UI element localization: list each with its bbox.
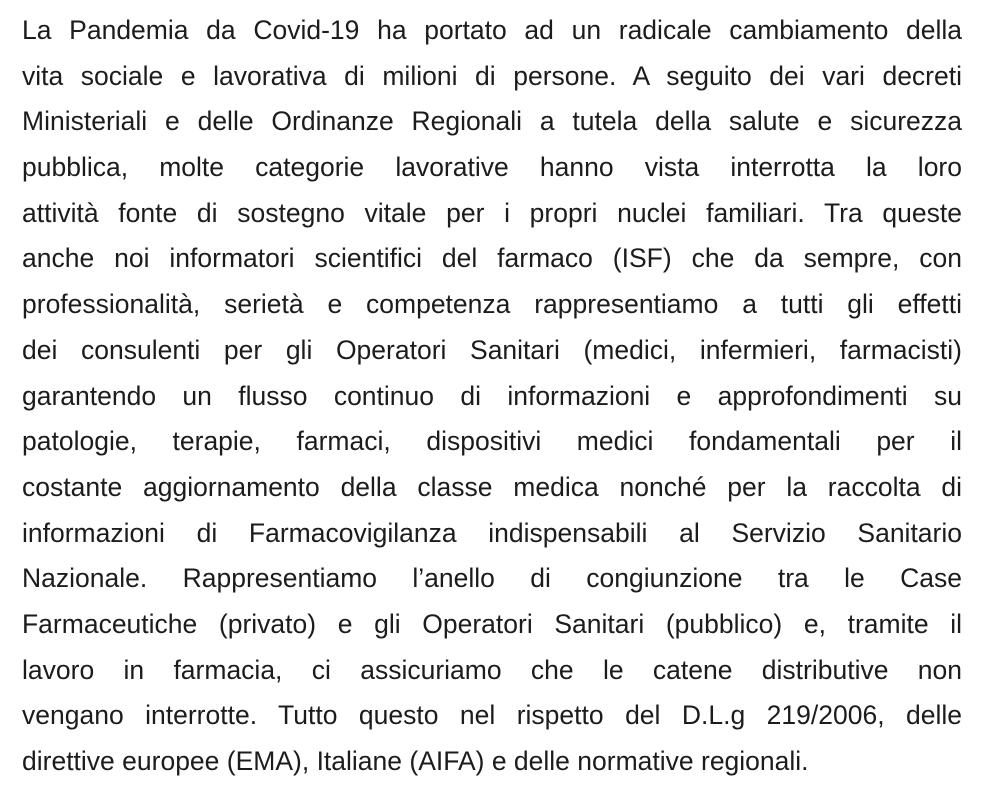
text-line: vengano interrotte. Tutto questo nel rispetto del D.L.g 219/2006, delle bbox=[22, 700, 962, 731]
text-line: anche noi informatori scientifici del farmaco (ISF) che da sempre, con bbox=[22, 243, 962, 274]
text-line: patologie, terapie, farmaci, dispositivi medici fondamentali per il bbox=[22, 426, 962, 457]
body-paragraph bbox=[22, 8, 962, 785]
text-line: vita sociale e lavorativa di milioni di persone. A seguito dei vari decreti bbox=[22, 60, 962, 91]
text-line: costante aggiornamento della classe medica nonché per la raccolta di bbox=[22, 471, 962, 502]
text-line: professionalità, serietà e competenza rappresentiamo a tutti gli effetti bbox=[22, 289, 962, 320]
text-line: lavoro in farmacia, ci assicuriamo che le catene distributive non bbox=[22, 654, 962, 685]
text-line: direttive europee (EMA), Italiane (AIFA) e delle normative regionali. bbox=[22, 746, 809, 776]
text-line: pubblica, molte categorie lavorative hanno vista interrotta la loro bbox=[22, 152, 962, 183]
text-line: Farmaceutiche (privato) e gli Operatori Sanitari (pubblico) e, tramite il bbox=[22, 608, 962, 639]
text-line: Nazionale. Rappresentiamo l’anello di congiunzione tra le Case bbox=[22, 563, 962, 594]
text-line: Ministeriali e delle Ordinanze Regionali a tutela della salute e sicurezza bbox=[22, 106, 962, 137]
text-line: informazioni di Farmacovigilanza indispensabili al Servizio Sanitario bbox=[22, 517, 962, 548]
text-line: garantendo un flusso continuo di informazioni e approfondimenti su bbox=[22, 380, 962, 411]
text-line: attività fonte di sostegno vitale per i propri nuclei familiari. Tra queste bbox=[22, 197, 962, 228]
text-line: La Pandemia da Covid-19 ha portato ad un radicale cambiamento della bbox=[22, 15, 962, 45]
text-line: dei consulenti per gli Operatori Sanitari (medici, infermieri, farmacisti) bbox=[22, 334, 962, 365]
